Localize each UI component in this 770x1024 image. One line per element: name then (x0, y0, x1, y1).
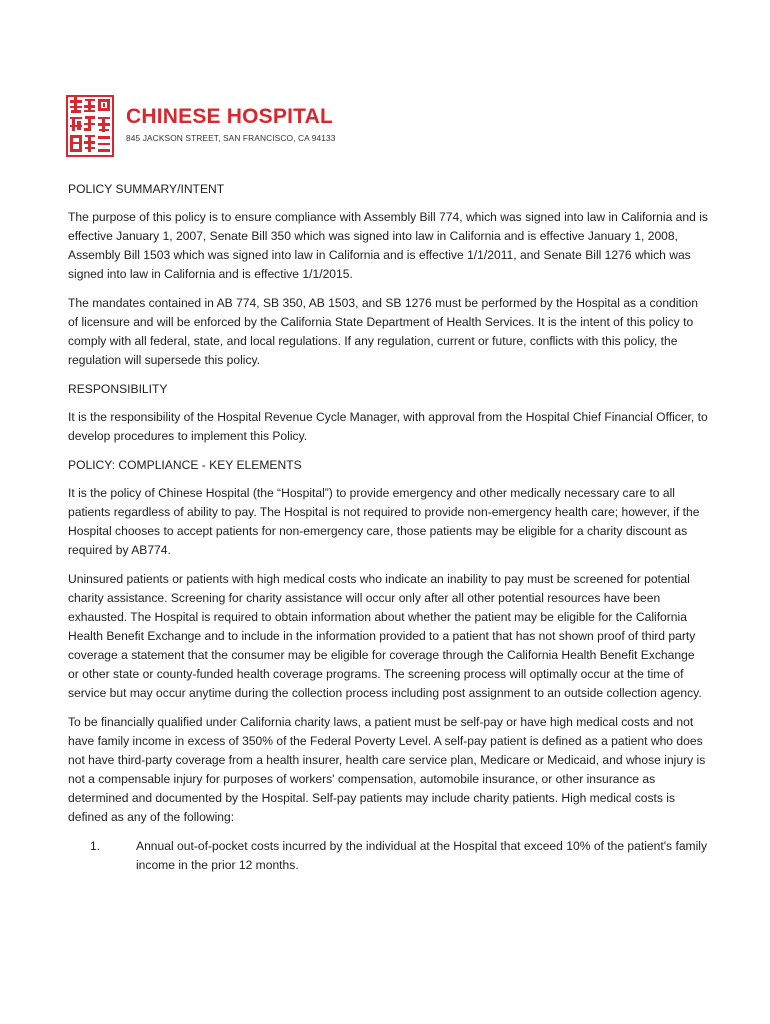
chinese-seal-logo (66, 95, 114, 157)
letterhead (66, 95, 336, 157)
list-item-text: Annual out-of-pocket costs incurred by the individual at the Hospital that exceed 10% of the patient's family income in the prior 12 months. (136, 839, 708, 872)
paragraph: The purpose of this policy is to ensure compliance with Assembly Bill 774, which was signed into law in California and is effective January 1, 2007, Senate Bill 350 which was signed into law in California and is effective January 1, 2008, Assembly Bill 1503 which was signed into law in California and is effective 1/1/2011, and Senate Bill 1276 which was signed into law in California and is effective 1/1/2015. (68, 210, 708, 281)
list-item-number: 1. (90, 839, 101, 853)
hospital-identity (126, 95, 336, 143)
section-heading-policy-summary: POLICY SUMMARY/INTENT (68, 182, 225, 196)
paragraph: The mandates contained in AB 774, SB 350, AB 1503, and SB 1276 must be performed by the Hospital as a condition of licensure and will be enforced by the California State Department of Health Services. It is the intent of this policy to comply with all federal, state, and local regulations. If any regulation, current or future, conflicts with this policy, the regulation will supersede this policy. (68, 296, 698, 367)
section-heading-policy-compliance: POLICY: COMPLIANCE - KEY ELEMENTS (68, 458, 302, 472)
paragraph: It is the policy of Chinese Hospital (the “Hospital”) to provide emergency and other medically necessary care to all patients regardless of ability to pay. The Hospital is not required to provide non-emergency health care; however, if the Hospital chooses to accept patients for non-emergency care, those patients may be eligible for a charity discount as required by AB774. (68, 486, 700, 557)
hospital-name: CHINESE HOSPITAL (126, 105, 333, 128)
policy-content (68, 180, 708, 875)
section-heading-responsibility: RESPONSIBILITY (68, 382, 168, 396)
paragraph: To be financially qualified under California charity laws, a patient must be self-pay or have high medical costs and not have family income in excess of 350% of the Federal Poverty Level. A self-pay patient is defined as a patient who does not have third-party coverage from a health insurer, health care service plan, Medicare or Medicaid, and whose injury is not a compensable injury for purposes of workers' compensation, automobile insurance, or other insurance as determined and documented by the Hospital. Self-pay patients may include charity patients. High medical costs is defined as any of the following: (68, 715, 706, 824)
paragraph: Uninsured patients or patients with high medical costs who indicate an inability to pay must be screened for potential charity assistance. Screening for charity assistance will occur only after all other potential resources have been exhausted. The Hospital is required to obtain information about whether the patient may be eligible for the California Health Benefit Exchange and to include in the information provided to a patient that has not shown proof of third party coverage a statement that the consumer may be eligible for coverage through the California Health Benefit Exchange or other state or county-funded health coverage programs. The screening process will optimally occur at the time of service but may occur anytime during the collection process including post assignment to an outside collection agency. (68, 572, 702, 700)
paragraph: It is the responsibility of the Hospital Revenue Cycle Manager, with approval from the Hospital Chief Financial Officer, to develop procedures to implement this Policy. (68, 410, 708, 443)
list-item (68, 837, 708, 875)
hospital-address: 845 JACKSON STREET, SAN FRANCISCO, CA 94133 (126, 133, 336, 143)
